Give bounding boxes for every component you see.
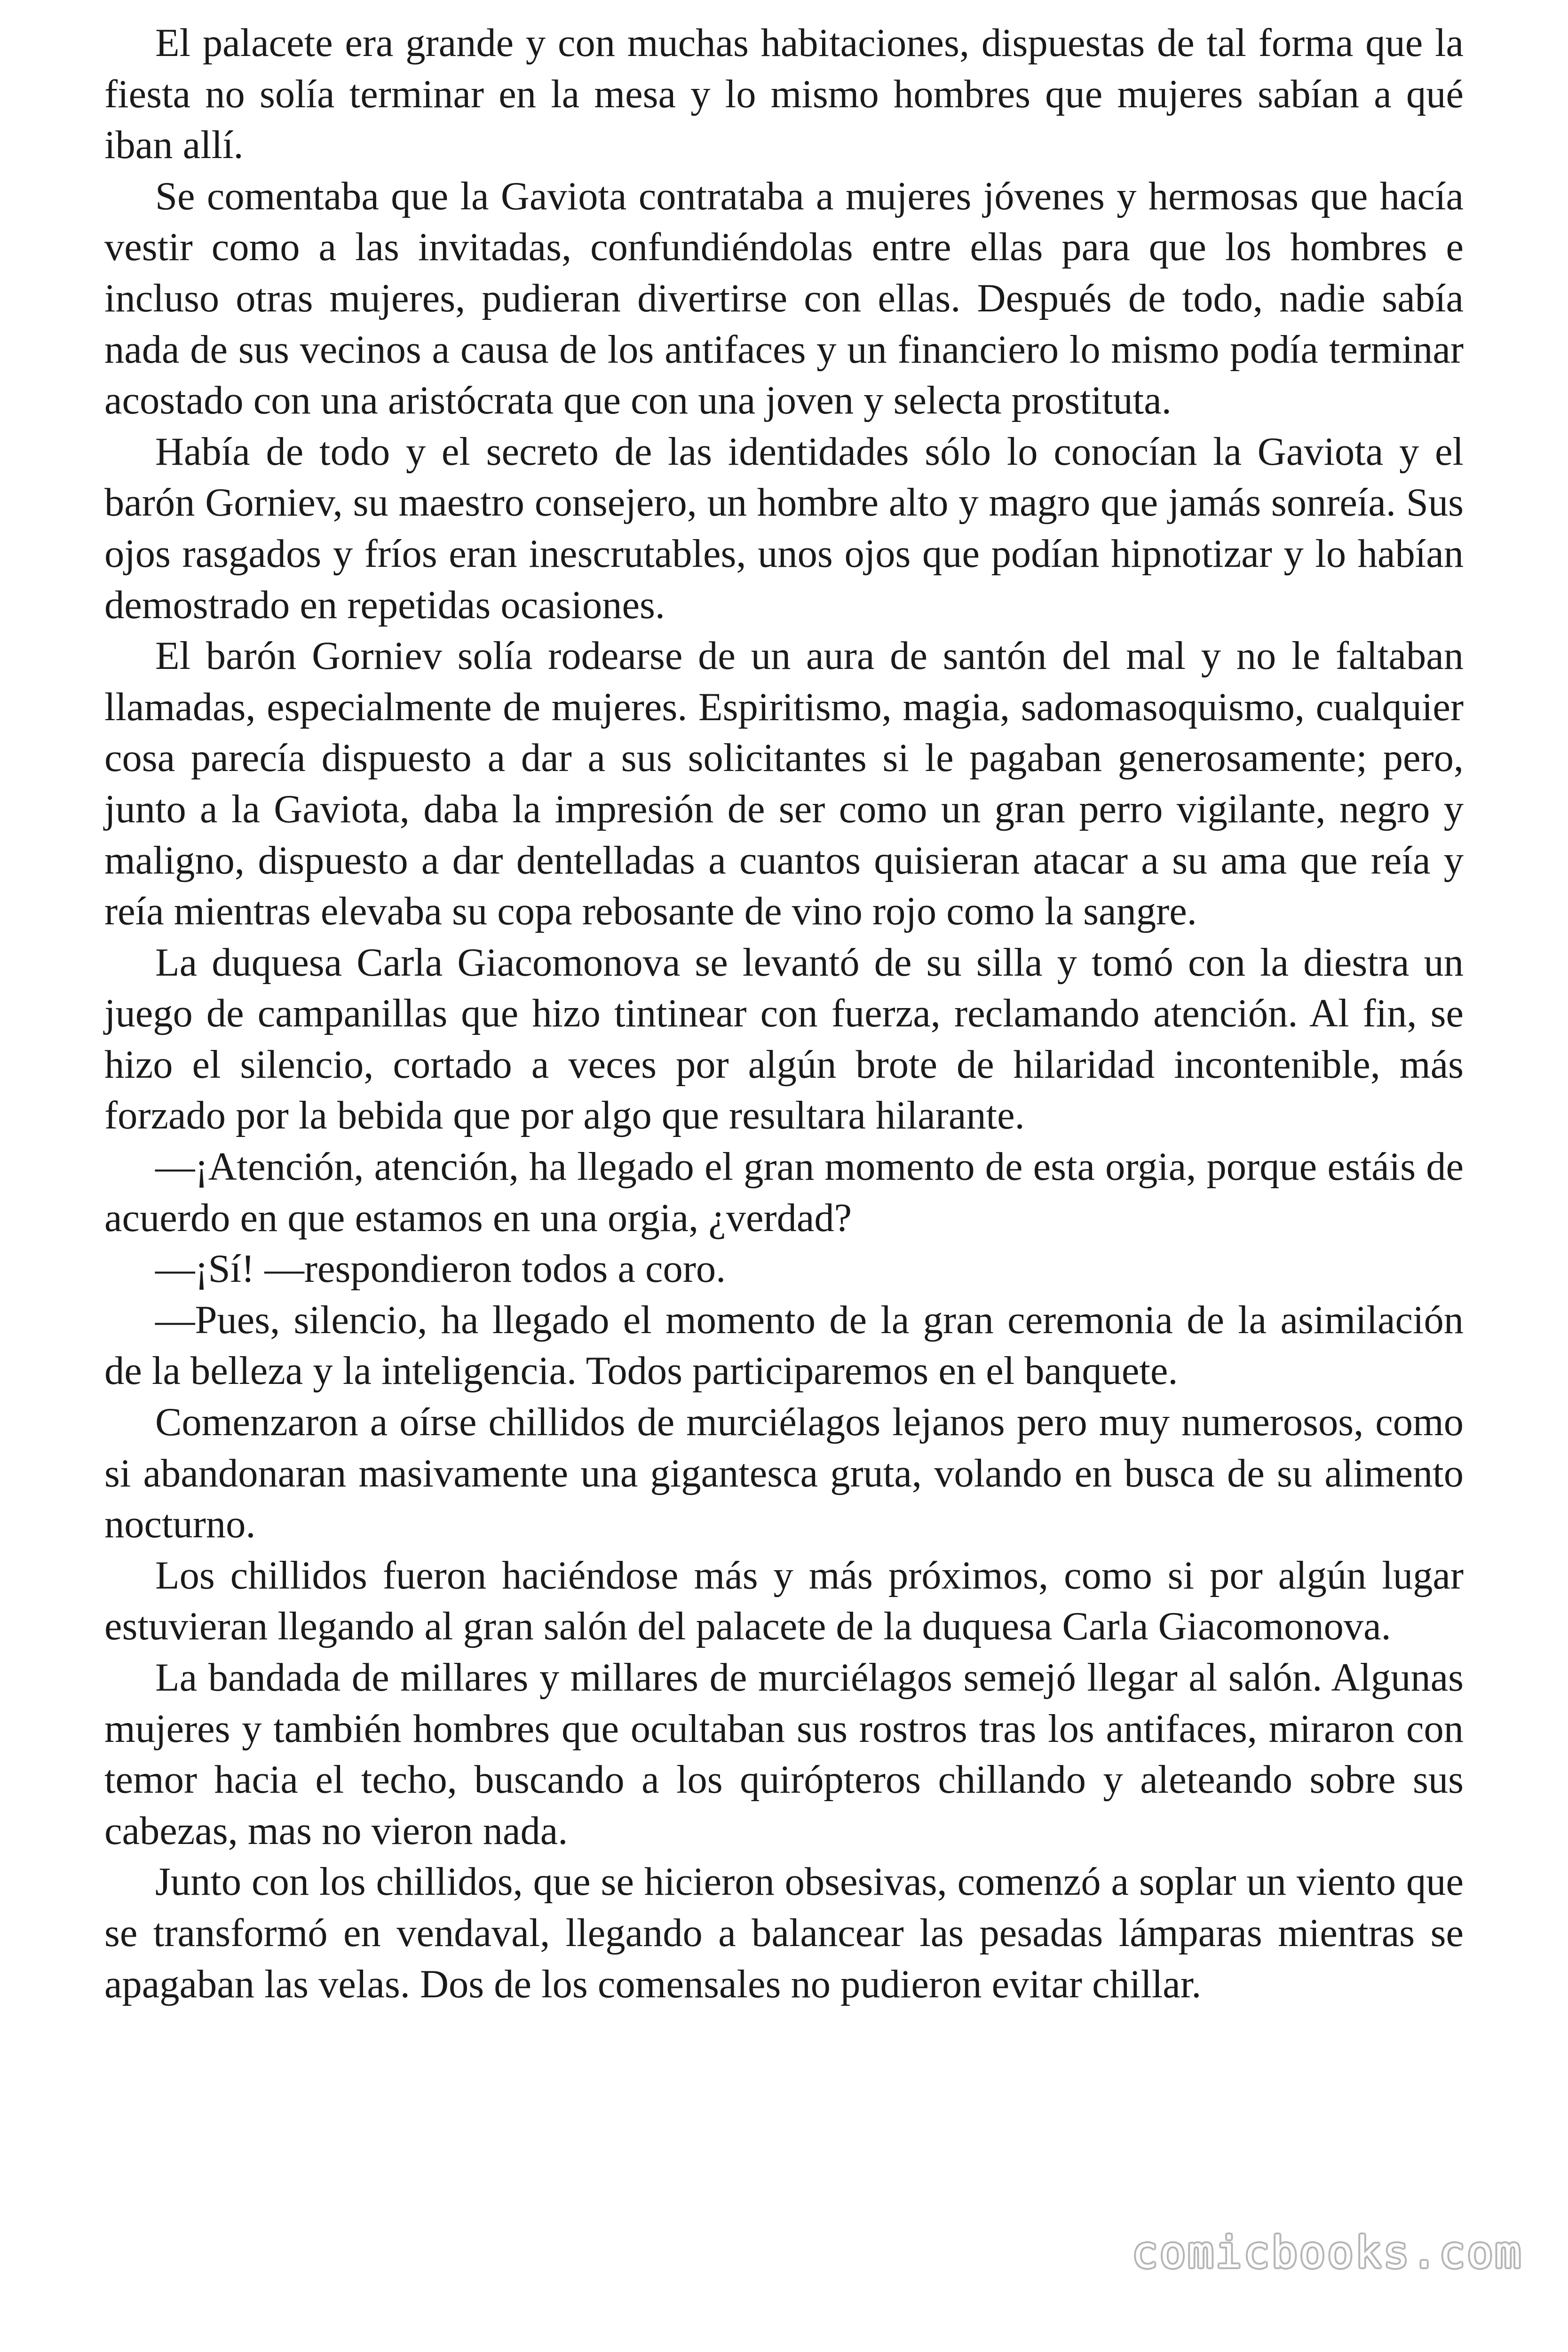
- dialogue-paragraph-3: —Pues, silencio, ha llegado el momento de la gran ceremonia de la asimilación de la belleza y la inteligencia. Todos participaremos en el banquete.: [104, 1298, 1464, 1393]
- paragraph-2: Se comentaba que la Gaviota contrataba a mujeres jóvenes y hermosas que hacía vestir como a las invitadas, confundiéndolas entre ellas para que los hombres e incluso otras mujeres, pudieran divertirse con ellas. Después de todo, nadie sabía nada de sus vecinos a causa de los antifaces y un financiero lo mismo podía terminar acostado con una aristócrata que con una joven y selecta prostituta.: [104, 174, 1464, 423]
- paragraph-5: La duquesa Carla Giacomonova se levantó de su silla y tomó con la diestra un juego de campanillas que hizo tintinear con fuerza, reclamando atención. Al fin, se hizo el silencio, cortado a veces por algún brote de hilaridad incontenible, más forzado por la bebida que por algo que resultara hilarante.: [104, 940, 1464, 1138]
- paragraph-9: Junto con los chillidos, que se hicieron obsesivas, comenzó a soplar un viento que se transformó en vendaval, llegando a balancear las pesadas lámparas mientras se apagaban las velas. Dos de los comensales no pudieron evitar chillar.: [104, 1860, 1464, 2006]
- dialogue-paragraph-2: —¡Sí! —respondieron todos a coro.: [155, 1247, 726, 1291]
- page-body: [104, 18, 1464, 2010]
- paragraph-1: El palacete era grande y con muchas habitaciones, dispuestas de tal forma que la fiesta no solía terminar en la mesa y lo mismo hombres que mujeres sabían a qué iban allí.: [104, 21, 1464, 167]
- paragraph-6: Comenzaron a oírse chillidos de murciélagos lejanos pero muy numerosos, como si abandonaran masivamente una gigantesca gruta, volando en busca de su alimento nocturno.: [104, 1400, 1464, 1547]
- watermark: comicbooks.com: [1132, 2227, 1523, 2278]
- paragraph-8: La bandada de millares y millares de murciélagos semejó llegar al salón. Algunas mujeres y también hombres que ocultaban sus rostros tras los antifaces, miraron con temor hacia el techo, buscando a los quirópteros chillando y aleteando sobre sus cabezas, mas no vieron nada.: [104, 1656, 1464, 1853]
- paragraph-4: El barón Gorniev solía rodearse de un aura de santón del mal y no le faltaban llamadas, especialmente de mujeres. Espiritismo, magia, sadomasoquismo, cualquier cosa parecía dispuesto a dar a sus solicitantes si le pagaban generosamente; pero, junto a la Gaviota, daba la impresión de ser como un gran perro vigilante, negro y maligno, dispuesto a dar dentelladas a cuantos quisieran atacar a su ama que reía y reía mientras elevaba su copa rebosante de vino rojo como la sangre.: [104, 634, 1464, 934]
- paragraph-3: Había de todo y el secreto de las identidades sólo lo conocían la Gaviota y el barón Gorniev, su maestro consejero, un hombre alto y magro que jamás sonreía. Sus ojos rasgados y fríos eran inescrutables, unos ojos que podían hipnotizar y lo habían demostrado en repetidas ocasiones.: [104, 429, 1464, 627]
- paragraph-7: Los chillidos fueron haciéndose más y más próximos, como si por algún lugar estuvieran llegando al gran salón del palacete de la duquesa Carla Giacomonova.: [104, 1553, 1464, 1649]
- dialogue-paragraph-1: —¡Atención, atención, ha llegado el gran momento de esta orgia, porque estáis de acuerdo en que estamos en una orgia, ¿verdad?: [104, 1145, 1464, 1240]
